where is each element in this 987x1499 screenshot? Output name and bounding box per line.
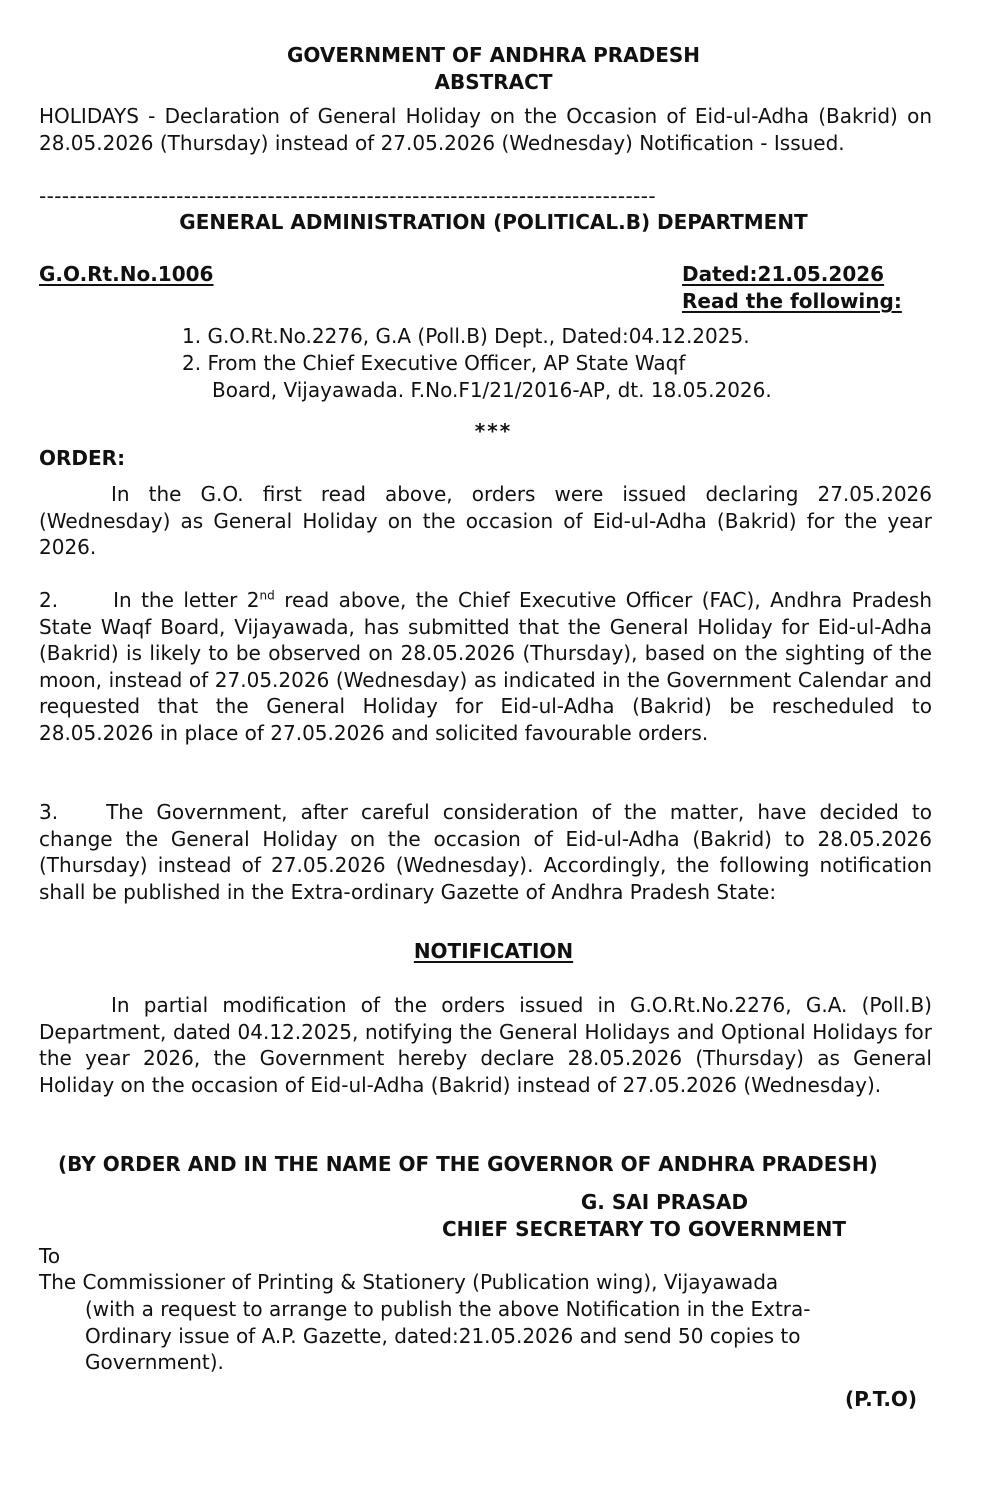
- recipient-line: The Commissioner of Printing & Stationery (Publication wing), Vijayawada: [39, 1270, 779, 1294]
- paragraph-text: The Government, after careful consideration of the matter, have decided to change the General Holiday on the occasion of Eid-ul-Adha (Bakrid) to 28.05.2026 (Thursday) instead of 27.05.2026 (Wednesday). Accordingly, the following notification shall be published in the Extra-ordinary Gazette of Andhra Pradesh State:: [39, 800, 932, 904]
- notification-paragraph: In partial modification of the orders issued in G.O.Rt.No.2276, G.A. (Poll.B) Department, dated 04.12.2025, notifying the General Holidays and Optional Holidays for the year 2026, the Government hereby declare 28.05.2026 (Thursday) as General Holiday on the occasion of Eid-ul-Adha (Bakrid) instead of 27.05.2026 (Wednesday).: [39, 993, 932, 1097]
- go-number: G.O.Rt.No.1006: [39, 262, 214, 286]
- government-title: GOVERNMENT OF ANDHRA PRADESH: [286, 43, 701, 67]
- order-paragraph-3: [39, 799, 932, 905]
- reference-text: From the Chief Executive Officer, AP State Waqf: [207, 351, 686, 375]
- notification-heading: NOTIFICATION: [413, 939, 574, 963]
- by-order-line: (BY ORDER AND IN THE NAME OF THE GOVERNOR OF ANDHRA PRADESH): [58, 1152, 878, 1176]
- reference-text-continued: Board, Vijayawada. F.No.F1/21/2016-AP, dt. 18.05.2026.: [212, 378, 772, 402]
- paragraph-number: 2.: [39, 588, 59, 612]
- department-title: GENERAL ADMINISTRATION (POLITICAL.B) DEPARTMENT: [179, 210, 808, 234]
- reference-number: 1.: [182, 324, 202, 348]
- go-date: Dated:21.05.2026: [682, 262, 885, 286]
- reference-text: G.O.Rt.No.2276, G.A (Poll.B) Dept., Dated:04.12.2025.: [207, 324, 750, 348]
- reference-item: [182, 323, 750, 350]
- signatory-name: G. SAI PRASAD: [580, 1190, 749, 1214]
- order-paragraph-1: In the G.O. first read above, orders were issued declaring 27.05.2026 (Wednesday) as General Holiday on the occasion of Eid-ul-Adha (Bakrid) for the year 2026.: [39, 482, 932, 559]
- subject-text: HOLIDAYS - Declaration of General Holiday on the Occasion of Eid-ul-Adha (Bakrid) on 28.05.2026 (Thursday) instead of 27.05.2026 (Wednesday) Notification - Issued.: [39, 104, 932, 155]
- paragraph-number: 3.: [39, 800, 59, 824]
- reference-item: [182, 350, 685, 377]
- order-paragraph-2: [39, 587, 932, 746]
- abstract-title: ABSTRACT: [434, 70, 553, 94]
- read-following-heading: Read the following:: [682, 289, 902, 313]
- dashed-divider: ---------------------------------------------------------------------------------: [39, 184, 656, 208]
- order-heading: ORDER:: [39, 446, 126, 470]
- paragraph-text: In the letter 2: [113, 588, 260, 612]
- paragraph-text: read above, the Chief Executive Officer (FAC), Andhra Pradesh State Waqf Board, Vijayawada, has submitted that the General Holiday for Eid-ul-Adha (Bakrid) is likely to be observed on 28.05.2026 (Thursday), based on the sighting of the moon, instead of 27.05.2026 (Wednesday) as indicated in the Government Calendar and requested that the General Holiday for Eid-ul-Adha (Bakrid) be rescheduled to 28.05.2026 in place of 27.05.2026 and solicited favourable orders.: [39, 588, 933, 745]
- superscript: nd: [259, 588, 275, 603]
- separator-stars: ***: [474, 419, 513, 443]
- pto-marker: (P.T.O): [845, 1387, 918, 1411]
- recipient-note: (with a request to arrange to publish the above Notification in the Extra-Ordinary issue of A.P. Gazette, dated:21.05.2026 and send 50 copies to Government).: [85, 1297, 811, 1374]
- signatory-designation: CHIEF SECRETARY TO GOVERNMENT: [442, 1217, 846, 1241]
- reference-number: 2.: [182, 351, 202, 375]
- to-label: To: [39, 1244, 61, 1268]
